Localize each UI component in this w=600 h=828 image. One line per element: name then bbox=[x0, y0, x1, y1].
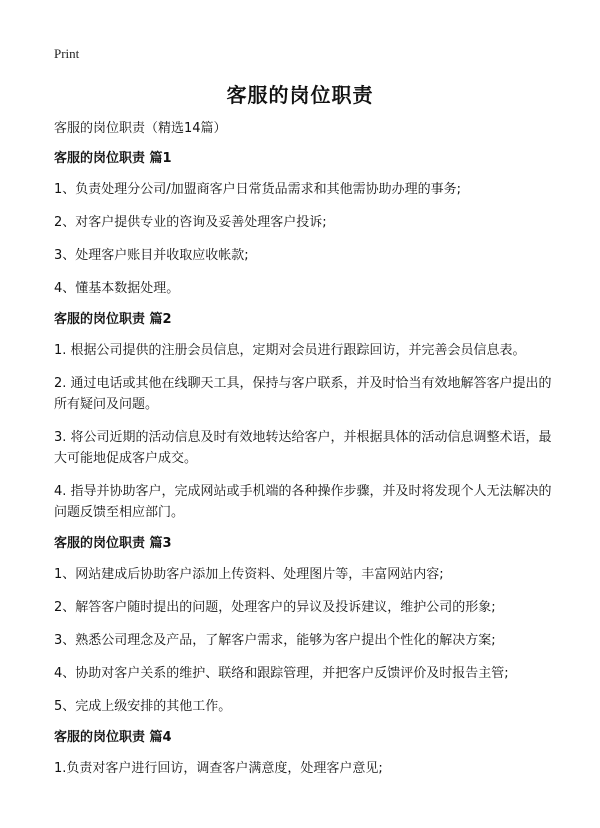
list-item: 4、懂基本数据处理。 bbox=[54, 281, 180, 296]
list-item: 1、负责处理分公司/加盟商客户日常货品需求和其他需协助办理的事务; bbox=[54, 182, 462, 197]
list-item: 2、对客户提供专业的咨询及妥善处理客户投诉; bbox=[54, 215, 327, 230]
list-item: 2、解答客户随时提出的问题，处理客户的异议及投诉建议，维护公司的形象; bbox=[54, 600, 496, 615]
document-body bbox=[54, 120, 554, 791]
print-link[interactable]: Print bbox=[54, 46, 80, 61]
list-item: 4. 指导并协助客户，完成网站或手机端的各种操作步骤，并及时将发现个人无法解决的问题反馈至相应部门。 bbox=[54, 484, 552, 520]
list-item: 3、处理客户账目并收取应收帐款; bbox=[54, 248, 249, 263]
section-heading: 客服的岗位职责 篇3 bbox=[54, 536, 172, 551]
list-item: 4、协助对客户关系的维护、联络和跟踪管理，并把客户反馈评价及时报告主管; bbox=[54, 666, 509, 681]
document-subtitle: 客服的岗位职责（精选14篇） bbox=[54, 121, 227, 136]
section-heading: 客服的岗位职责 篇2 bbox=[54, 312, 172, 327]
section-heading: 客服的岗位职责 篇4 bbox=[54, 730, 172, 745]
list-item: 3. 将公司近期的活动信息及时有效地转达给客户，并根据具体的活动信息调整术语，最大可能地促成客户成交。 bbox=[54, 430, 552, 466]
list-item: 1、网站建成后协助客户添加上传资料、处理图片等，丰富网站内容; bbox=[54, 567, 444, 582]
section-heading: 客服的岗位职责 篇1 bbox=[54, 151, 172, 166]
page-title: 客服的岗位职责 bbox=[226, 83, 374, 107]
list-item: 1.负责对客户进行回访，调查客户满意度，处理客户意见; bbox=[54, 761, 383, 776]
list-item: 2. 通过电话或其他在线聊天工具，保持与客户联系，并及时恰当有效地解答客户提出的所有疑问及问题。 bbox=[54, 376, 552, 412]
list-item: 1. 根据公司提供的注册会员信息，定期对会员进行跟踪回访，并完善会员信息表。 bbox=[54, 343, 526, 358]
list-item: 5、完成上级安排的其他工作。 bbox=[54, 699, 232, 714]
list-item: 3、熟悉公司理念及产品，了解客户需求，能够为客户提出个性化的解决方案; bbox=[54, 633, 496, 648]
